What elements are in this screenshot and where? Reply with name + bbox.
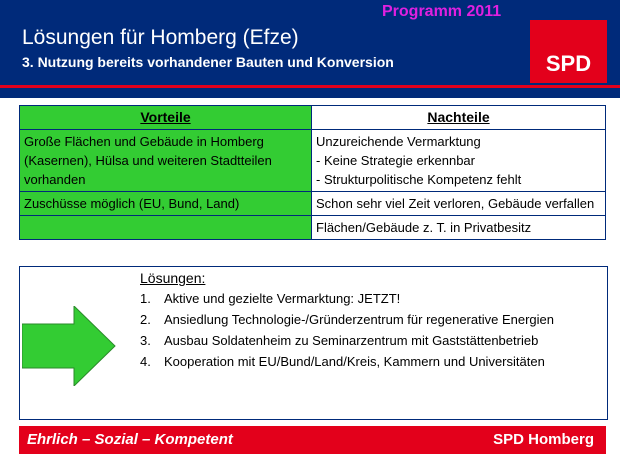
solutions-list — [140, 292, 600, 376]
pros-cons-table — [19, 105, 606, 240]
list-item — [140, 292, 600, 305]
pros-header: Vorteile — [20, 106, 312, 130]
solutions-title: Lösungen: — [140, 270, 206, 286]
con-cell — [312, 130, 606, 192]
pro-cell: Große Flächen und Gebäude in Homberg (Kasernen), Hülsa und weiteren Stadtteilen vorhanden — [20, 130, 312, 192]
con-line: - Keine Strategie erkennbar — [316, 153, 475, 168]
spd-logo — [530, 20, 607, 83]
table-row — [20, 130, 606, 192]
item-number: 3. — [140, 333, 151, 348]
pro-cell — [20, 216, 312, 240]
item-number: 2. — [140, 312, 151, 327]
cons-header: Nachteile — [312, 106, 606, 130]
item-text: Ausbau Soldatenheim zu Seminarzentrum mit Gaststättenbetrieb — [164, 333, 539, 348]
item-number: 4. — [140, 354, 151, 369]
slide-title: Lösungen für Homberg (Efze) — [22, 26, 299, 49]
pro-cell: Zuschüsse möglich (EU, Bund, Land) — [20, 192, 312, 216]
table-row — [20, 216, 606, 240]
con-line: Unzureichende Vermarktung — [316, 134, 481, 149]
con-line: Schon sehr viel Zeit verloren, Gebäude verfallen — [316, 196, 595, 211]
list-item — [140, 355, 600, 368]
list-item — [140, 313, 600, 326]
program-label: Programm 2011 — [382, 3, 502, 20]
footer-party: SPD Homberg — [493, 431, 594, 448]
con-line: Flächen/Gebäude z. T. in Privatbesitz — [316, 220, 532, 235]
footer-bar — [19, 426, 606, 454]
con-cell — [312, 192, 606, 216]
slide-subtitle: 3. Nutzung bereits vorhandener Bauten und Konversion — [22, 54, 394, 70]
con-cell — [312, 216, 606, 240]
footer-slogan: Ehrlich – Sozial – Kompetent — [27, 431, 233, 448]
item-text: Aktive und gezielte Vermarktung: JETZT! — [164, 291, 401, 306]
table-row — [20, 192, 606, 216]
header-red-line — [0, 85, 620, 88]
con-line: - Strukturpolitische Kompetenz fehlt — [316, 172, 522, 187]
item-text: Ansiedlung Technologie-/Gründerzentrum für regenerative Energien — [164, 312, 554, 327]
list-item — [140, 334, 600, 347]
item-number: 1. — [140, 291, 151, 306]
item-text: Kooperation mit EU/Bund/Land/Kreis, Kammern und Universitäten — [164, 354, 545, 369]
green-arrow-icon — [22, 306, 117, 386]
table-header-row — [20, 106, 606, 130]
logo-text: SPD — [545, 51, 592, 76]
